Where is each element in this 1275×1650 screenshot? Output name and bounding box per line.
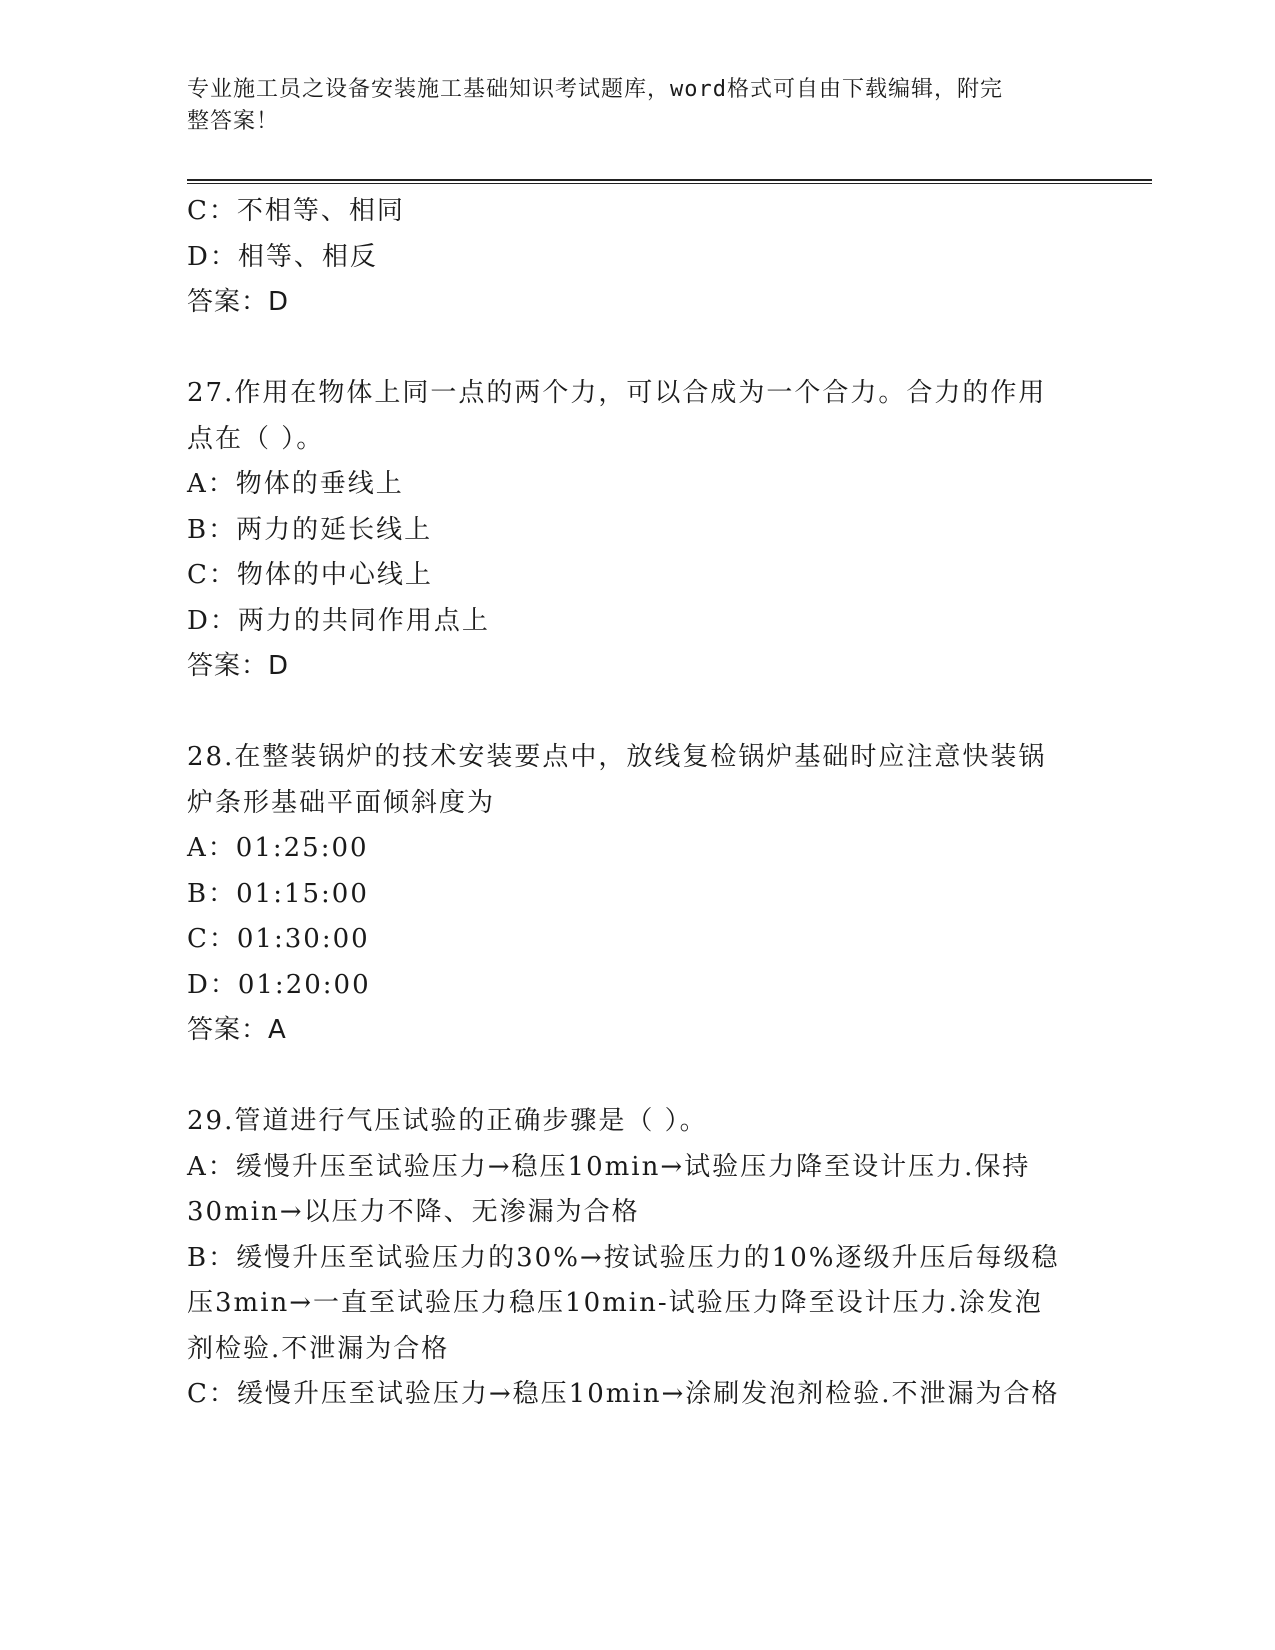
answer-line: 答案：D bbox=[187, 651, 290, 681]
answer-line: 答案：A bbox=[187, 1015, 287, 1045]
option-a: A：缓慢升压至试验压力→稳压10min→试验压力降至设计压力.保持 bbox=[187, 1151, 1031, 1182]
question-block bbox=[187, 371, 1087, 690]
question-text: 点在（ ）。 bbox=[187, 423, 325, 454]
answer-line: 答案：D bbox=[187, 287, 290, 317]
question-text: 28.在整装锅炉的技术安装要点中，放线复检锅炉基础时应注意快装锅 bbox=[187, 742, 1047, 772]
option-c: C：不相等、相同 bbox=[187, 196, 405, 226]
option-a-continued: 30min→以压力不降、无渗漏为合格 bbox=[187, 1197, 640, 1227]
option-a: A：01:25:00 bbox=[187, 833, 369, 863]
option-d: D：两力的共同作用点上 bbox=[187, 605, 490, 636]
option-b: B：缓慢升压至试验压力的30%→按试验压力的10%逐级升压后每级稳 bbox=[187, 1242, 1060, 1273]
option-d: D：01:20:00 bbox=[187, 969, 371, 1000]
question-block bbox=[187, 735, 1087, 1054]
question-text: 29.管道进行气压试验的正确步骤是（ ）。 bbox=[187, 1106, 708, 1136]
document-header bbox=[187, 74, 1067, 138]
header-line-2: 整答案！ bbox=[187, 109, 280, 134]
question-block bbox=[187, 189, 1087, 326]
option-c: C：缓慢升压至试验压力→稳压10min→涂刷发泡剂检验.不泄漏为合格 bbox=[187, 1379, 1060, 1409]
spacer bbox=[187, 1054, 1087, 1100]
option-c: C：01:30:00 bbox=[187, 924, 370, 954]
header-divider-thick bbox=[187, 179, 1152, 181]
option-d: D：相等、相反 bbox=[187, 241, 378, 272]
option-a: A：物体的垂线上 bbox=[187, 469, 404, 499]
header-line-1: 专业施工员之设备安装施工基础知识考试题库，word格式可自由下载编辑，附完 bbox=[187, 77, 1003, 102]
question-list bbox=[187, 189, 1087, 1418]
option-b-continued: 压3min→一直至试验压力稳压10min-试验压力降至设计压力.涂发泡 bbox=[187, 1288, 1043, 1318]
spacer bbox=[187, 326, 1087, 372]
option-b: B：01:15:00 bbox=[187, 878, 369, 909]
question-block bbox=[187, 1099, 1087, 1418]
question-text: 27.作用在物体上同一点的两个力，可以合成为一个合力。合力的作用 bbox=[187, 378, 1047, 408]
option-b: B：两力的延长线上 bbox=[187, 514, 433, 545]
header-divider-thin bbox=[187, 183, 1152, 184]
option-c: C：物体的中心线上 bbox=[187, 560, 433, 590]
option-b-continued: 剂检验.不泄漏为合格 bbox=[187, 1333, 450, 1364]
question-text: 炉条形基础平面倾斜度为 bbox=[187, 787, 496, 818]
spacer bbox=[187, 690, 1087, 736]
